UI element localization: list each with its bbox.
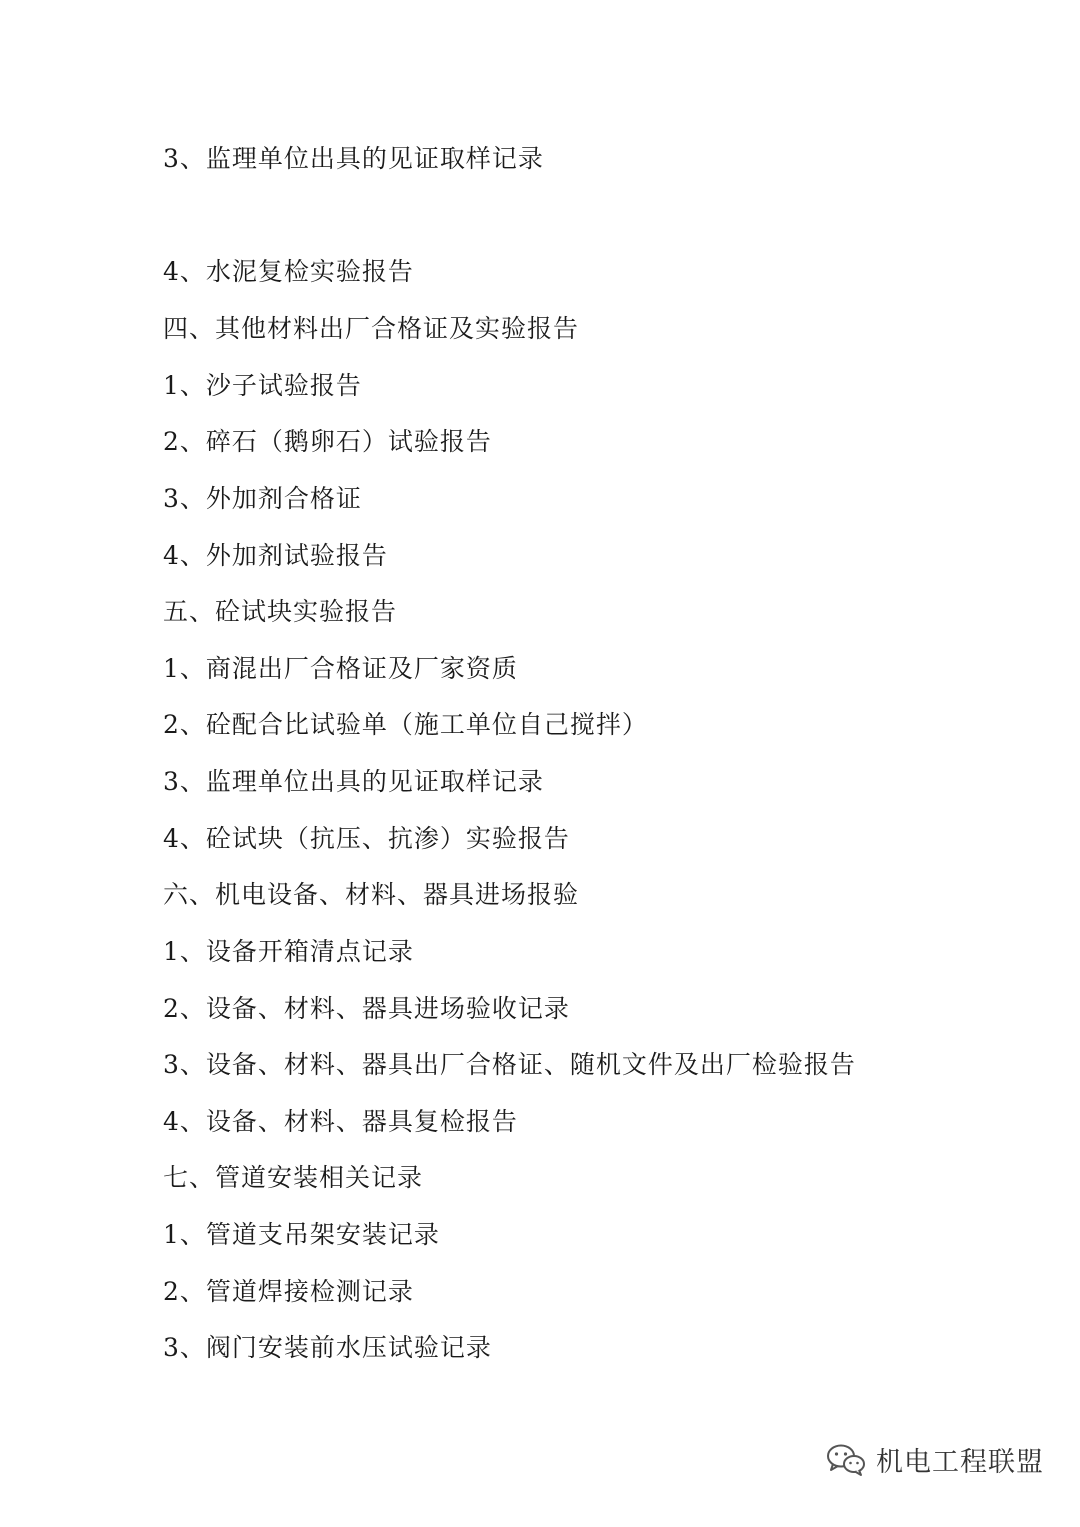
doc-line: 1、管道支吊架安装记录 [163, 1220, 440, 1249]
section-heading: 四、其他材料出厂合格证及实验报告 [163, 314, 580, 343]
doc-line: 3、监理单位出具的见证取样记录 [163, 144, 544, 173]
doc-line: 2、碎石（鹅卵石）试验报告 [163, 427, 492, 456]
doc-line: 3、监理单位出具的见证取样记录 [163, 767, 544, 796]
doc-line: 2、设备、材料、器具进场验收记录 [163, 994, 570, 1023]
doc-line: 4、水泥复检实验报告 [163, 257, 414, 286]
doc-line: 3、阀门安装前水压试验记录 [163, 1333, 492, 1362]
doc-line: 2、砼配合比试验单（施工单位自己搅拌） [163, 710, 648, 739]
doc-line: 4、砼试块（抗压、抗渗）实验报告 [163, 824, 570, 853]
watermark [826, 1440, 1044, 1479]
doc-line: 2、管道焊接检测记录 [163, 1277, 414, 1306]
doc-line: 3、设备、材料、器具出厂合格证、随机文件及出厂检验报告 [163, 1050, 856, 1079]
doc-line: 1、商混出厂合格证及厂家资质 [163, 654, 518, 683]
section-heading: 六、机电设备、材料、器具进场报验 [163, 880, 580, 909]
watermark-text: 机电工程联盟 [876, 1447, 1044, 1478]
doc-line: 4、设备、材料、器具复检报告 [163, 1107, 518, 1136]
doc-line: 4、外加剂试验报告 [163, 541, 388, 570]
wechat-icon [826, 1443, 866, 1477]
doc-line: 3、外加剂合格证 [163, 484, 362, 513]
section-heading: 五、砼试块实验报告 [163, 597, 398, 626]
section-heading: 七、管道安装相关记录 [163, 1163, 424, 1192]
doc-line: 1、沙子试验报告 [163, 371, 362, 400]
doc-line: 1、设备开箱清点记录 [163, 937, 414, 966]
